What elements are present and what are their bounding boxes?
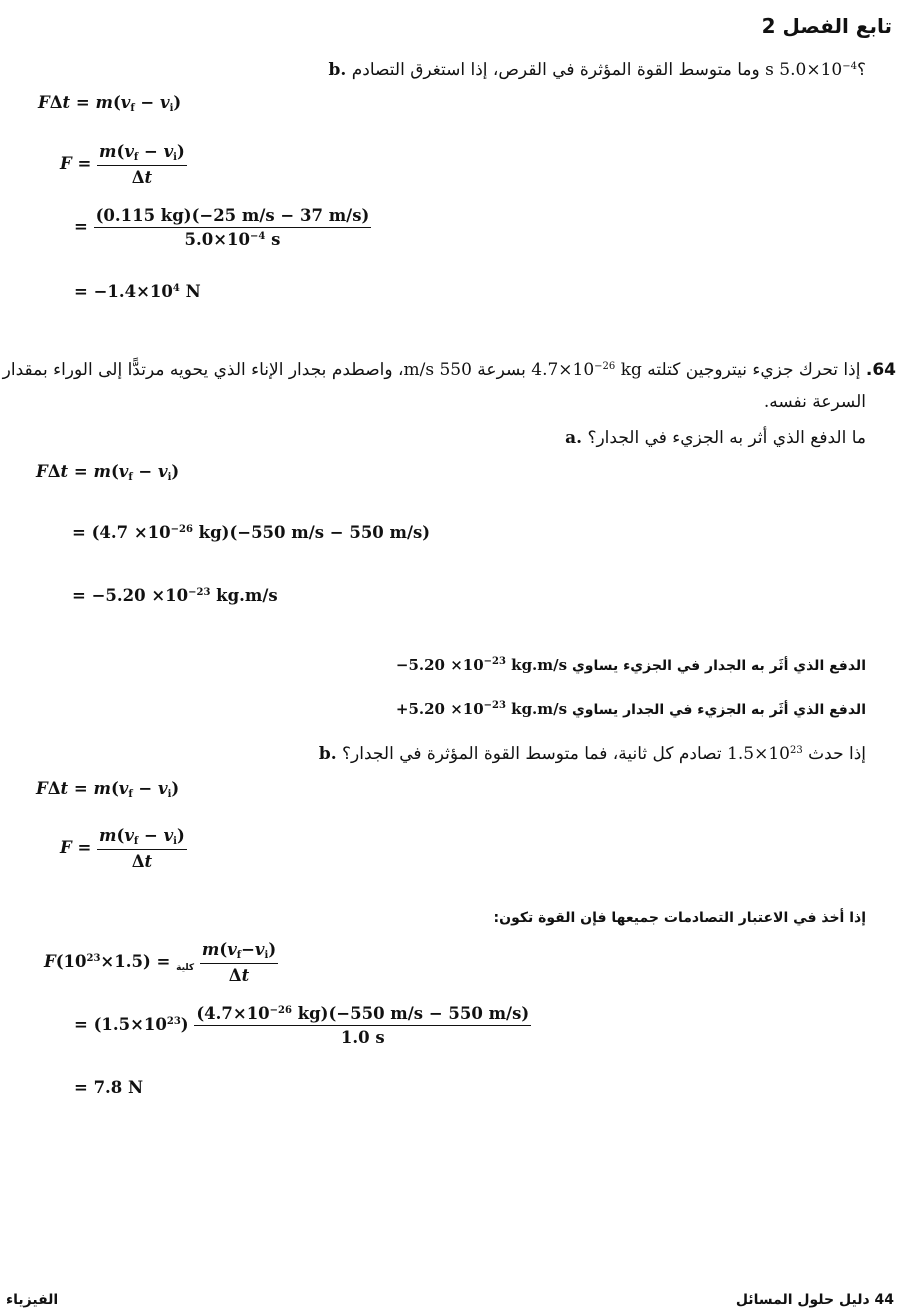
force-result: = $-1.4\times 10^4$ N	[74, 282, 201, 301]
problem-64-line2: السرعة نفسه.	[763, 392, 866, 412]
footer-subject: الفيزياء	[6, 1292, 59, 1308]
part-label: a.	[565, 428, 583, 448]
force-formula: F = $\frac{m(v_f - v_i)}{\Delta t}$	[60, 142, 185, 187]
impulse-wall-on-molecule: الدفع الذي أثَر به الجدار في الجزيء يساوي $-5.20 \times 10^{-23}$ kg.m/s	[395, 656, 866, 674]
force-substitution: = $\frac{(0.115 kg)(-25 m/s - 37 m/s)}{5.0\times 10^{-4} s}$	[74, 206, 370, 249]
problem-64-line1: 64. إذا تحرك جزيء نيتروجين كتلته kg $4.7\times 10^{-26}$ بسرعة 550 m/s، واصطدم بجدار الإناء الذي يحويه مرتدًّا إلى الوراء بمقدار	[2, 360, 896, 380]
impulse-equation-a: $F\Delta t = m(v_f - v_i)$	[36, 462, 180, 483]
part-label: b.	[328, 60, 347, 80]
impulse-result-a: = $-5.20 \times 10^{-23}$ kg.m/s	[72, 586, 278, 605]
chapter-title: تابع الفصل 2	[761, 14, 892, 38]
part-b2-question: b. إذا حدث $1.5\times 10^{23}$ تصادم كل ثانية، فما متوسط القوة المؤثرة في الجدار؟	[318, 744, 866, 764]
force-formula-b: F = $\frac{m(v_f - v_i)}{\Delta t}$	[60, 826, 185, 871]
footer-page-label: 44 دليل حلول المسائل	[735, 1292, 894, 1308]
total-force-result: = 7.8 N	[74, 1078, 144, 1097]
part-label: b.	[318, 744, 337, 764]
part-b1-question: b. وما متوسط القوة المؤثرة في القرص، إذا استغرق التصادم s $5.0\times 10^{-4}؟$	[328, 60, 866, 80]
impulse-equation: $F\Delta t = m(v_f - v_i)$	[38, 93, 182, 114]
total-force-substitution: = $(1.5\times 10^{23})$ $\frac{(4.7\times 10^{-26} kg)(-550 m/s - 550 m/s)}{1.0 s}$	[74, 1004, 530, 1047]
impulse-molecule-on-wall: الدفع الذي أثَر به الجزيء في الجدار يساوي $+5.20 \times 10^{-23}$ kg.m/s	[395, 700, 866, 718]
impulse-substitution-a: = ($4.7 \times 10^{-26}$ kg)(−550 m/s − 550 m/s)	[72, 523, 431, 542]
part-a-question: a. ما الدفع الذي أثر به الجزيء في الجدار؟	[565, 428, 866, 448]
total-force-formula: F $_{كلية} = (1.5\times 10^{23})$ $\frac{m(v_f-v_i)}{\Delta t}$	[44, 940, 277, 985]
total-force-note: إذا أخذ في الاعتبار التصادمات جميعها فإن القوة تكون:	[493, 910, 866, 926]
impulse-equation-b: $F\Delta t = m(v_f - v_i)$	[36, 779, 180, 800]
